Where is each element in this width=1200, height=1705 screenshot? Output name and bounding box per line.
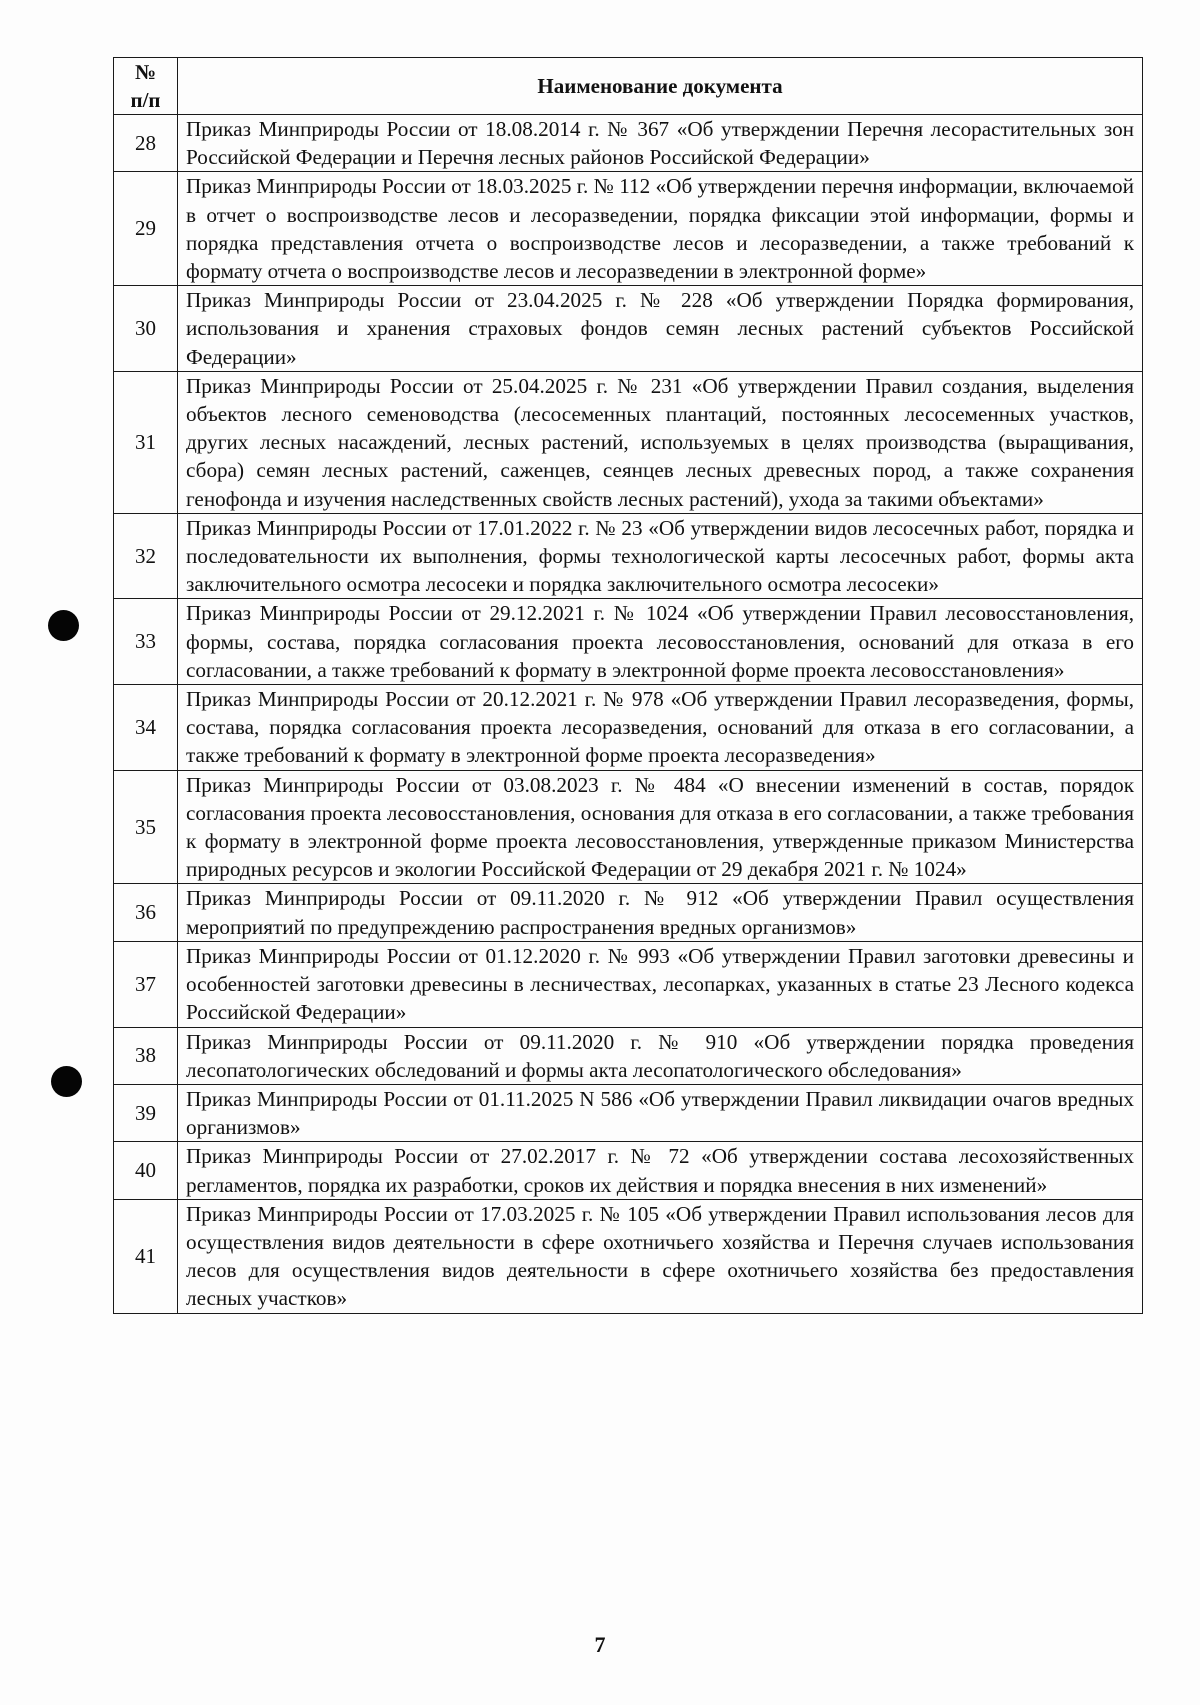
row-number: 33	[114, 599, 178, 685]
document-title: Приказ Минприроды России от 09.11.2020 г. № 910 «Об утверждении порядка проведения лесопатологических обследований и формы акта лесопатологического обследования»	[178, 1027, 1143, 1084]
table-header-row	[114, 58, 1143, 115]
table-row	[114, 884, 1143, 941]
table-row	[114, 172, 1143, 286]
table-row	[114, 1084, 1143, 1141]
document-title: Приказ Минприроды России от 17.01.2022 г. № 23 «Об утверждении видов лесосечных работ, порядка и последовательности их выполнения, формы технологической карты лесосечных работ, формы акта заключительного осмотра лесосеки и порядка заключительного осмотра лесосеки»	[178, 513, 1143, 599]
documents-table	[113, 57, 1143, 1314]
document-title: Приказ Минприроды России от 20.12.2021 г. № 978 «Об утверждении Правил лесоразведения, формы, состава, порядка согласования проекта лесоразведения, оснований для отказа в его согласовании, а также требований к формату в электронной форме проекта лесоразведения»	[178, 685, 1143, 771]
table-row	[114, 1027, 1143, 1084]
row-number: 31	[114, 371, 178, 513]
table-row	[114, 286, 1143, 372]
table-row	[114, 685, 1143, 771]
table-row	[114, 1142, 1143, 1199]
row-number: 29	[114, 172, 178, 286]
row-number: 37	[114, 941, 178, 1027]
row-number: 32	[114, 513, 178, 599]
row-number: 35	[114, 770, 178, 884]
row-number: 36	[114, 884, 178, 941]
punch-hole-mark	[48, 610, 79, 641]
row-number: 39	[114, 1084, 178, 1141]
table-row	[114, 115, 1143, 172]
document-title: Приказ Минприроды России от 17.03.2025 г. № 105 «Об утверждении Правил использования лесов для осуществления видов деятельности в сфере охотничьего хозяйства и Перечня случаев использования лесов для осуществления видов деятельности в сфере охотничьего хозяйства без предоставления лесных участков»	[178, 1199, 1143, 1313]
row-number: 40	[114, 1142, 178, 1199]
row-number: 38	[114, 1027, 178, 1084]
document-title: Приказ Минприроды России от 23.04.2025 г. № 228 «Об утверждении Порядка формирования, использования и хранения страховых фондов семян лесных растений субъектов Российской Федерации»	[178, 286, 1143, 372]
document-title: Приказ Минприроды России от 25.04.2025 г. № 231 «Об утверждении Правил создания, выделения объектов лесного семеноводства (лесосеменных плантаций, постоянных лесосеменных участков, других лесных насаждений, лесных растений, используемых в целях производства (выращивания, сбора) семян лесных растений, саженцев, сеянцев лесных древесных пород, а также сохранения генофонда и изучения наследственных свойств лесных растений), ухода за такими объектами»	[178, 371, 1143, 513]
table-row	[114, 1199, 1143, 1313]
document-title: Приказ Минприроды России от 29.12.2021 г. № 1024 «Об утверждении Правил лесовосстановления, формы, состава, порядка согласования проекта лесовосстановления, оснований для отказа в его согласовании, а также требований к формату в электронной форме проекта лесовосстановления»	[178, 599, 1143, 685]
document-title: Приказ Минприроды России от 18.03.2025 г. № 112 «Об утверждении перечня информации, включаемой в отчет о воспроизводстве лесов и лесоразведении, порядка фиксации этой информации, формы и порядка представления отчета о воспроизводстве лесов и лесоразведении, а также требований к формату отчета о воспроизводстве лесов и лесоразведении в электронной форме»	[178, 172, 1143, 286]
table-row	[114, 770, 1143, 884]
row-number: 28	[114, 115, 178, 172]
row-number: 30	[114, 286, 178, 372]
document-title: Приказ Минприроды России от 01.11.2025 N 586 «Об утверждении Правил ликвидации очагов вредных организмов»	[178, 1084, 1143, 1141]
punch-hole-mark	[51, 1066, 82, 1097]
document-title: Приказ Минприроды России от 03.08.2023 г. № 484 «О внесении изменений в состав, порядок согласования проекта лесовосстановления, основания для отказа в его согласовании, а также требования к формату в электронной форме проекта лесовосстановления, утвержденные приказом Министерства природных ресурсов и экологии Российской Федерации от 29 декабря 2021 г. № 1024»	[178, 770, 1143, 884]
table-row	[114, 513, 1143, 599]
table-row	[114, 599, 1143, 685]
table-row	[114, 371, 1143, 513]
page-number: 7	[594, 1632, 606, 1657]
row-number: 34	[114, 685, 178, 771]
table-row	[114, 941, 1143, 1027]
header-number: № п/п	[114, 58, 178, 115]
header-document-name: Наименование документа	[178, 58, 1143, 115]
document-title: Приказ Минприроды России от 18.08.2014 г. № 367 «Об утверждении Перечня лесорастительных зон Российской Федерации и Перечня лесных районов Российской Федерации»	[178, 115, 1143, 172]
document-title: Приказ Минприроды России от 09.11.2020 г. № 912 «Об утверждении Правил осуществления мероприятий по предупреждению распространения вредных организмов»	[178, 884, 1143, 941]
document-title: Приказ Минприроды России от 01.12.2020 г. № 993 «Об утверждении Правил заготовки древесины и особенностей заготовки древесины в лесничествах, лесопарках, указанных в статье 23 Лесного кодекса Российской Федерации»	[178, 941, 1143, 1027]
table-body	[114, 115, 1143, 1314]
row-number: 41	[114, 1199, 178, 1313]
document-title: Приказ Минприроды России от 27.02.2017 г. № 72 «Об утверждении состава лесохозяйственных регламентов, порядка их разработки, сроков их действия и порядка внесения в них изменений»	[178, 1142, 1143, 1199]
